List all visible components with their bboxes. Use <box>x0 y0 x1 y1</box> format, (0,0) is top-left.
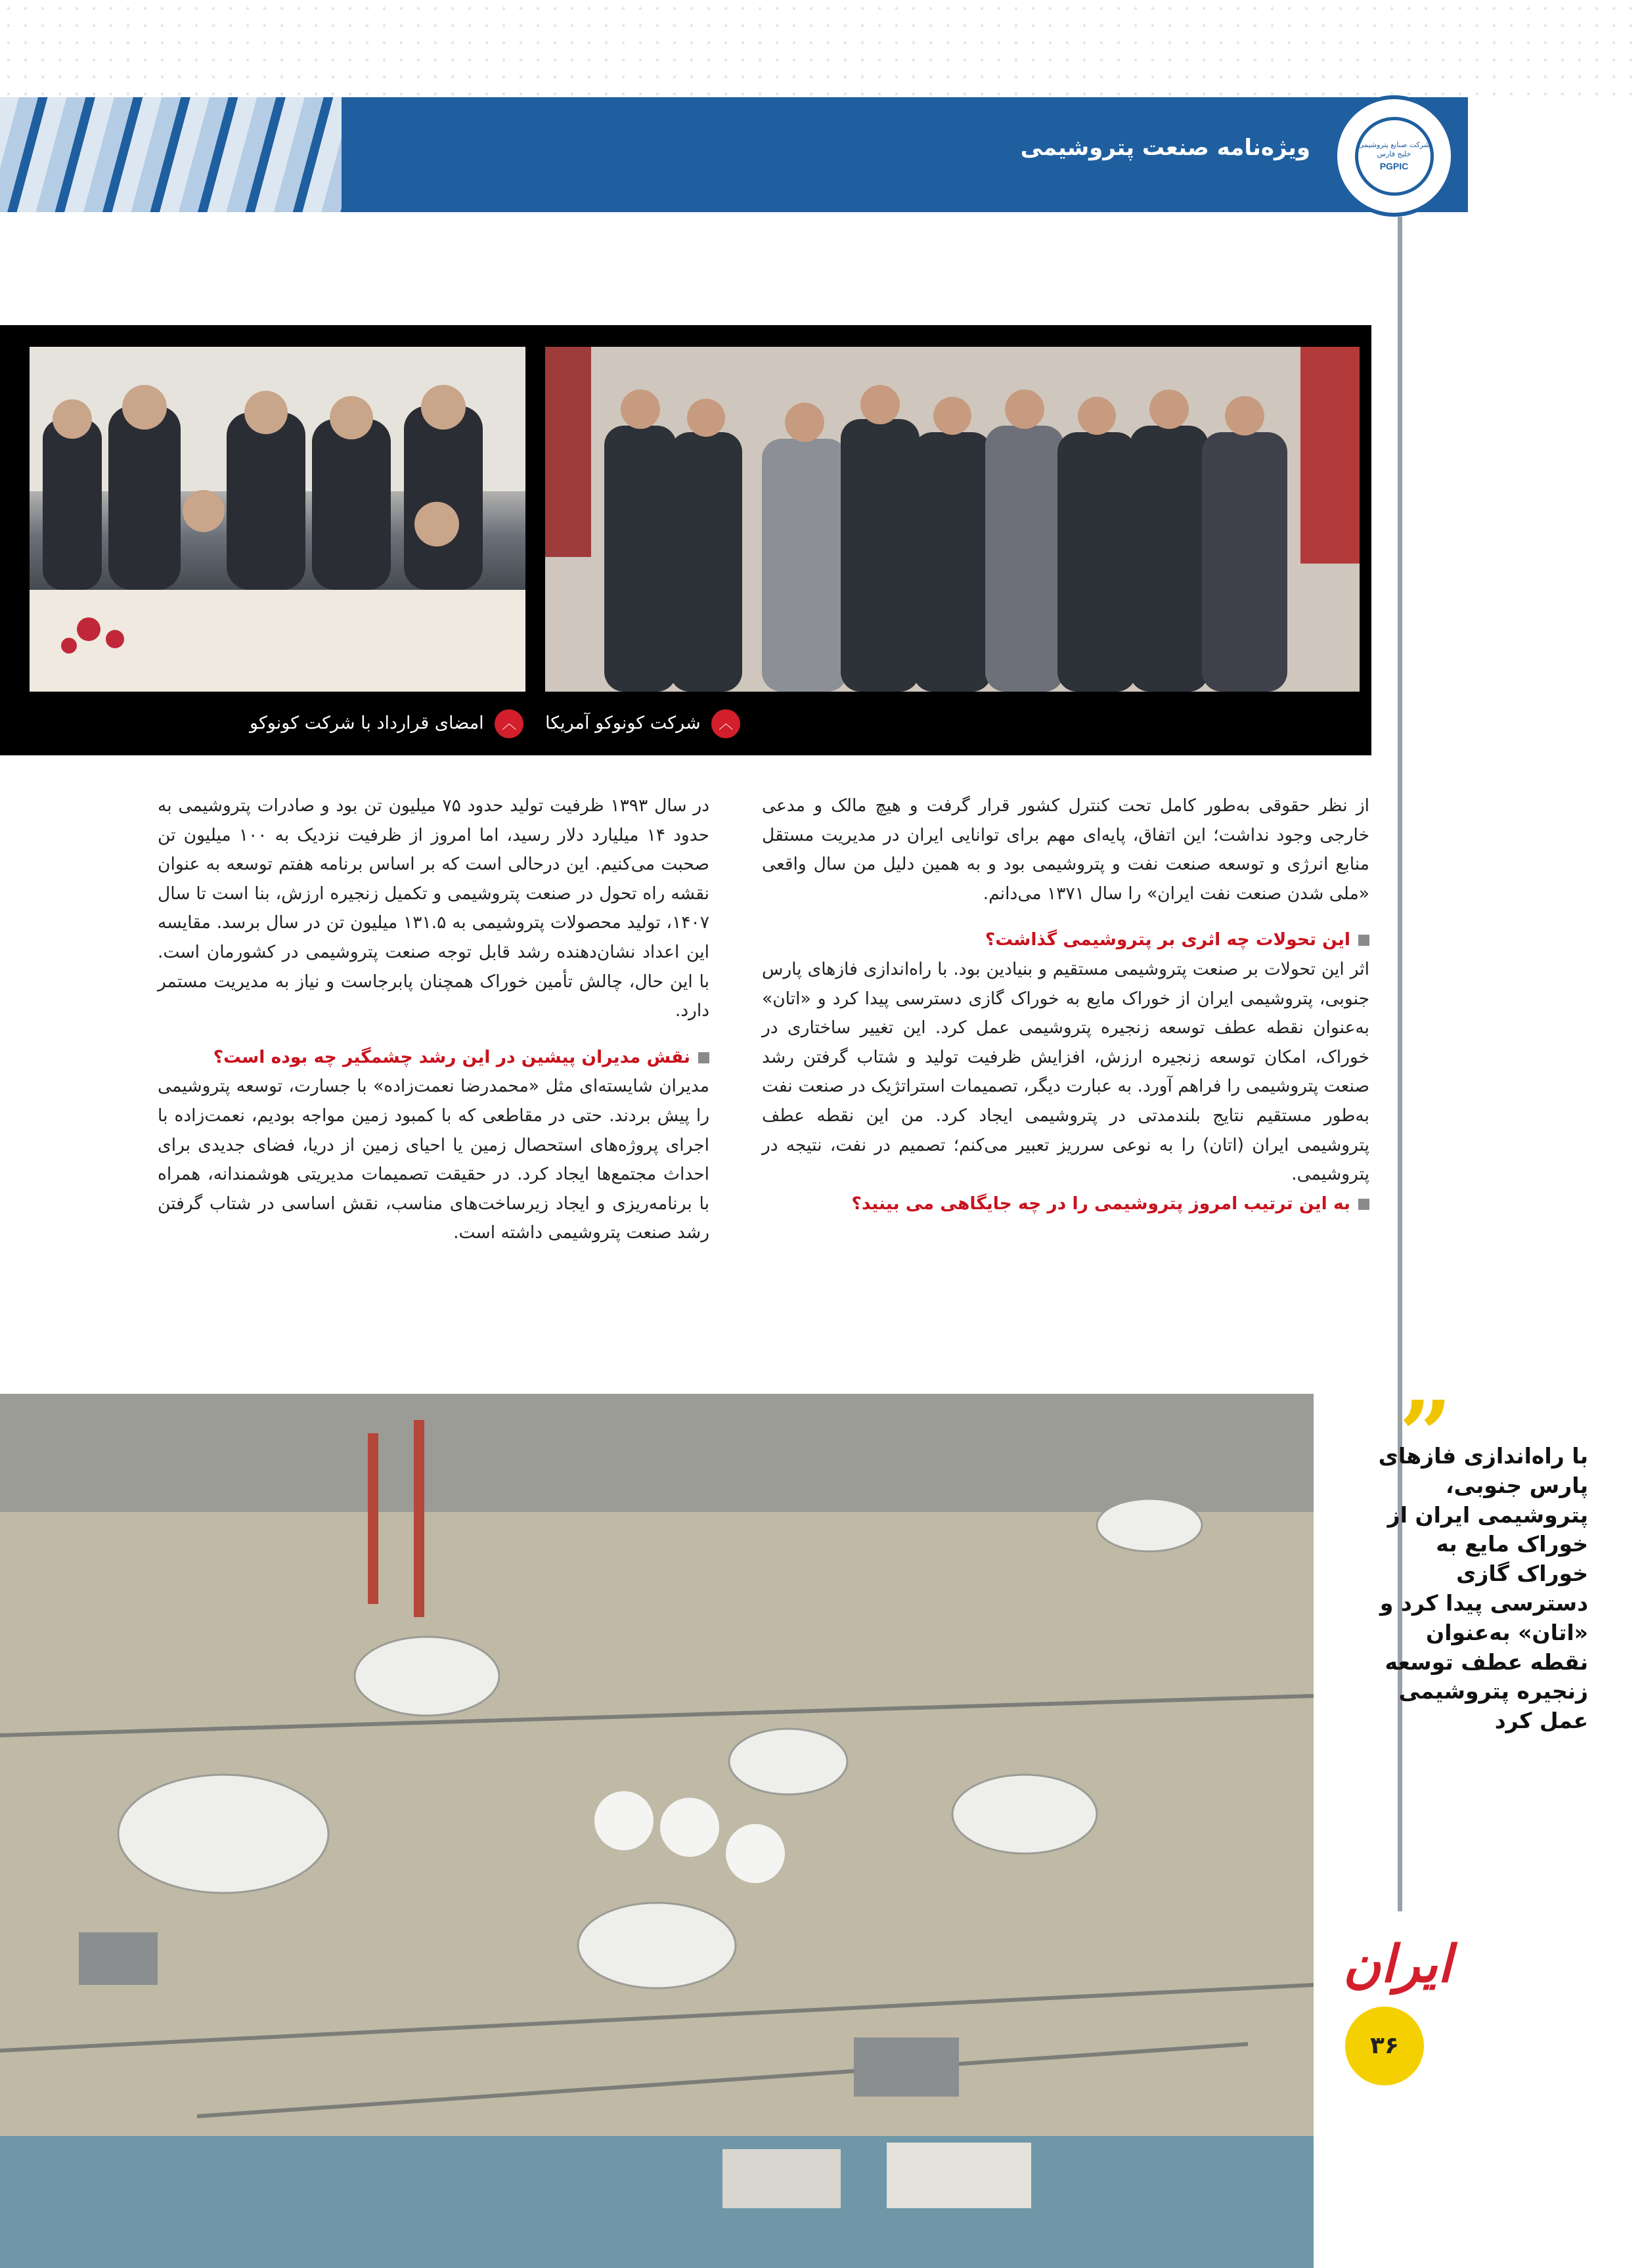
question-text: نقش مدیران پیشین در این رشد چشمگیر چه بوده است؟ <box>213 1046 690 1067</box>
logo-text: شرکت صنایع پتروشیمی خلیج فارس <box>1358 141 1431 158</box>
article-column-left <box>158 791 709 1248</box>
pgpic-logo <box>1333 95 1455 217</box>
question-text: این تحولات چه اثری بر پتروشیمی گذاشت؟ <box>985 929 1350 950</box>
paragraph: اثر این تحولات بر صنعت پتروشیمی مستقیم و بنیادین بود. با راه‌اندازی فازهای پارس جنوبی، پتروشیمی ایران از خوراک مایع به خوراک گازی دسترسی پیدا کرد و «اتان» به‌عنوان نقطه عطف توسعه زنجیره پتروشیمی عمل کرد. این تغییر ساختاری در خوراک، امکان توسعه زنجیره ارزش، افزایش ظرفیت تولید و شتاب گرفتن رشد صنعت پتروشیمی را فراهم آورد. به عبارت دیگر، تصمیمات استراتژیک در صنعت نفت به‌طور مستقیم نتایج بلندمدتی در پتروشیمی ایجاد کرد. من این نقطه عطف پتروشیمی ایران (اتان) را به نوعی سرریز تعبیر می‌کنم؛ تصمیم در نفت، نتیجه در پتروشیمی. <box>762 958 1369 1185</box>
logo-abbr: PGPIC <box>1379 160 1409 171</box>
question-heading <box>762 925 1369 955</box>
paragraph: در سال ۱۳۹۳ ظرفیت تولید حدود ۷۵ میلیون تن بود و صادرات پتروشیمی به حدود ۱۴ میلیارد دلار رسید، اما امروز از ظرفیت نزدیک به ۱۰۰ میلیون تن صحبت می‌کنیم. این درحالی است که بر اساس برنامه هفتم توسعه به عنوان نقشه راه تحول در صنعت پتروشیمی و تکمیل زنجیره ارزش، بنا است تا سال ۱۴۰۷، تولید محصولات پتروشیمی به ۱۳۱.۵ میلیون تن در سال برسد. مقایسه این اعداد نشان‌دهنده رشد قابل توجه صنعت پتروشیمی در کشورمان است. با این حال، چالش تأمین خوراک همچنان پابرجاست و نیاز به مدیریت مستمر دارد. <box>158 795 710 1021</box>
logo-ring <box>1355 117 1434 196</box>
refinery-aerial-photo <box>0 1394 1314 2268</box>
header-stripes <box>0 97 342 212</box>
square-bullet-icon <box>698 1052 709 1063</box>
square-bullet-icon <box>1358 935 1369 946</box>
square-bullet-icon <box>1358 1199 1369 1210</box>
caption-right-text: شرکت کونوکو آمریکا <box>545 713 701 734</box>
section-title: ویژه‌نامه صنعت پتروشیمی <box>1020 135 1310 161</box>
chevron-up-icon: ︿ <box>495 709 523 738</box>
conoco-group-photo <box>545 347 1360 692</box>
chevron-up-icon: ︿ <box>711 709 740 738</box>
caption-left <box>250 709 523 738</box>
quote-mark-icon: ” <box>1399 1381 1452 1489</box>
question-heading <box>158 1043 709 1073</box>
refinery-illustration <box>0 1394 1314 2268</box>
page-number: ۳۶ <box>1345 2007 1424 2085</box>
iran-brand-logo: ایران <box>1343 1934 1452 1994</box>
caption-right <box>545 709 740 738</box>
contract-signing-photo <box>30 347 525 692</box>
group-photo-illustration <box>545 347 1360 692</box>
caption-left-text: امضای قرارداد با شرکت کونوکو <box>250 713 484 734</box>
article-column-right <box>762 791 1369 1218</box>
paragraph: از نظر حقوقی به‌طور کامل تحت کنترل کشور قرار گرفت و هیچ مالک و مدعی خارجی وجود نداشت؛ این اتفاق، پایه‌ای مهم برای توانایی ایران در مدیریت مستقل منابع انرژی و توسعه صنعت نفت و پتروشیمی بود و به همین دلیل من سال واقعی «ملی شدن صنعت نفت ایران» را سال ۱۳۷۱ می‌دانم. <box>762 795 1369 904</box>
question-text: به این ترتیب امروز پتروشیمی را در چه جایگاهی می بینید؟ <box>851 1193 1350 1214</box>
signing-photo-illustration <box>30 347 525 692</box>
question-heading <box>762 1190 1369 1219</box>
top-dotted-band <box>0 0 1642 99</box>
paragraph: مدیران شایسته‌ای مثل «محمدرضا نعمت‌زاده» با جسارت، توسعه پتروشیمی را پیش بردند. حتی در مقاطعی که با کمبود زمین مواجه بودیم، نعمت‌زاده با اجرای پروژه‌های استحصال زمین یا احیای زمین از دریا، فضای جدیدی برای احداث مجتمع‌ها ایجاد کرد. در حقیقت تصمیمات مدیریتی هوشمندانه، همراه با برنامه‌ریزی و ایجاد زیرساخت‌های مناسب، نقش اساسی در شتاب گرفتن رشد صنعت پتروشیمی داشته است. <box>158 1076 709 1243</box>
pull-quote: با راه‌اندازی فازهای پارس جنوبی، پتروشیمی ایران از خوراک مایع به خوراک گازی دسترسی پیدا کرد و «اتان» به‌عنوان نقطه عطف توسعه زنجیره پتروشیمی عمل کرد <box>1378 1443 1588 1734</box>
